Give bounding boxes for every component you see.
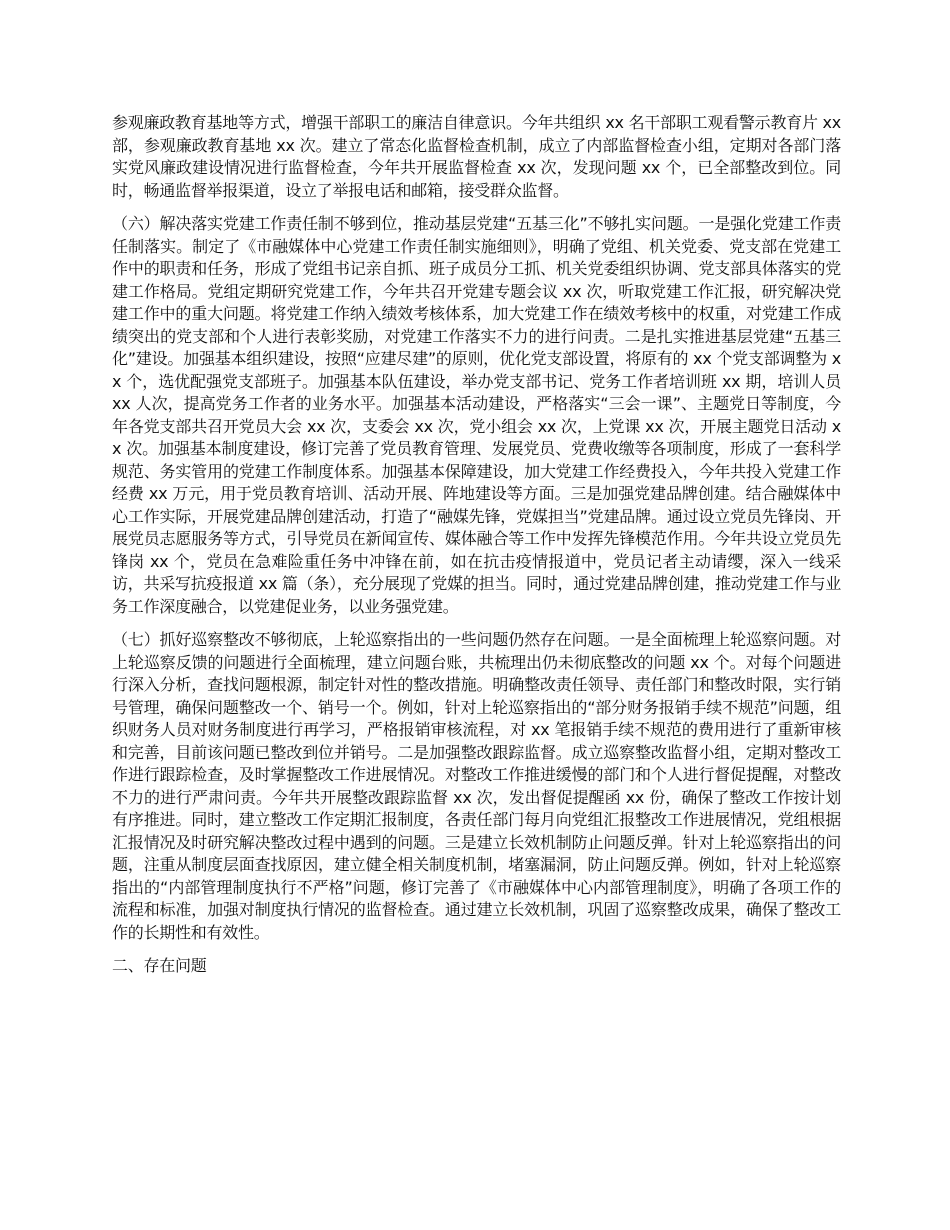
document-page [112,112,841,978]
section-heading-existing-problems: 二、存在问题 [112,956,207,975]
paragraph-integrity-education: 参观廉政教育基地等方式，增强干部职工的廉洁自律意识。今年共组织 xx 名干部职工观看警示教育片 xx 部，参观廉政教育基地 xx 次。建立了常态化监督检查机制，成立了内部监督检查小组，定期对各部门落实党风廉政建设情况进行监督检查，今年共开展监督检查 xx 次，发现问题 xx 个，已全部整改到位。同时，畅通监督举报渠道，设立了举报电话和邮箱，接受群众监督。 [112,113,841,200]
paragraph-party-building-responsibility: （六）解决落实党建工作责任制不够到位，推动基层党建“五基三化”不够扎实问题。一是强化党建工作责任制落实。制定了《市融媒体中心党建工作责任制实施细则》，明确了党组、机关党委、党支部在党建工作中的职责和任务，形成了党组书记亲自抓、班子成员分工抓、机关党委组织协调、党支部具体落实的党建工作格局。党组定期研究党建工作，今年共召开党建专题会议 xx 次，听取党建工作汇报，研究解决党建工作中的重大问题。将党建工作纳入绩效考核体系，加大党建工作在绩效考核中的权重，对党建工作成绩突出的党支部和个人进行表彰奖励，对党建工作落实不力的进行问责。二是扎实推进基层党建“五基三化”建设。加强基本组织建设，按照“应建尽建”的原则，优化党支部设置，将原有的 xx 个党支部调整为 xx 个，选优配强党支部班子。加强基本队伍建设，举办党支部书记、党务工作者培训班 xx 期，培训人员 xx 人次，提高党务工作者的业务水平。加强基本活动建设，严格落实“三会一课”、主题党日等制度，今年各党支部共召开党员大会 xx 次，支委会 xx 次，党小组会 xx 次，上党课 xx 次，开展主题党日活动 xx 次。加强基本制度建设，修订完善了党员教育管理、发展党员、党费收缴等各项制度，形成了一套科学规范、务实管用的党建工作制度体系。加强基本保障建设，加大党建工作经费投入，今年共投入党建工作经费 xx 万元，用于党员教育培训、活动开展、阵地建设等方面。三是加强党建品牌创建。结合融媒体中心工作实际，开展党建品牌创建活动，打造了“融媒先锋，党媒担当”党建品牌。通过设立党员先锋岗、开展党员志愿服务等方式，引导党员在新闻宣传、媒体融合等工作中发挥先锋模范作用。今年共设立党员先锋岗 xx 个，党员在急难险重任务中冲锋在前，如在抗击疫情报道中，党员记者主动请缨，深入一线采访，共采写抗疫报道 xx 篇（条），充分展现了党媒的担当。同时，通过党建品牌创建，推动党建工作与业务工作深度融合，以党建促业务，以业务强党建。 [112,214,841,616]
paragraph-inspection-rectification: （七）抓好巡察整改不够彻底，上轮巡察指出的一些问题仍然存在问题。一是全面梳理上轮巡察问题。对上轮巡察反馈的问题进行全面梳理，建立问题台账，共梳理出仍未彻底整改的问题 xx 个。对每个问题进行深入分析，查找问题根源，制定针对性的整改措施。明确整改责任领导、责任部门和整改时限，实行销号管理，确保问题整改一个、销号一个。例如，针对上轮巡察指出的“部分财务报销手续不规范”问题，组织财务人员对财务制度进行再学习，严格报销审核流程，对 xx 笔报销手续不规范的费用进行了重新审核和完善，目前该问题已整改到位并销号。二是加强整改跟踪监督。成立巡察整改监督小组，定期对整改工作进行跟踪检查，及时掌握整改工作进展情况。对整改工作推进缓慢的部门和个人进行督促提醒，对整改不力的进行严肃问责。今年共开展整改跟踪监督 xx 次，发出督促提醒函 xx 份，确保了整改工作按计划有序推进。同时，建立整改工作定期汇报制度，各责任部门每月向党组汇报整改工作进展情况，党组根据汇报情况及时研究解决整改过程中遇到的问题。三是建立长效机制防止问题反弹。针对上轮巡察指出的问题，注重从制度层面查找原因，建立健全相关制度机制，堵塞漏洞，防止问题反弹。例如，针对上轮巡察指出的“内部管理制度执行不严格”问题，修订完善了《市融媒体中心内部管理制度》，明确了各项工作的流程和标准，加强对制度执行情况的监督检查。通过建立长效机制，巩固了巡察整改成果，确保了整改工作的长期性和有效性。 [112,630,841,942]
